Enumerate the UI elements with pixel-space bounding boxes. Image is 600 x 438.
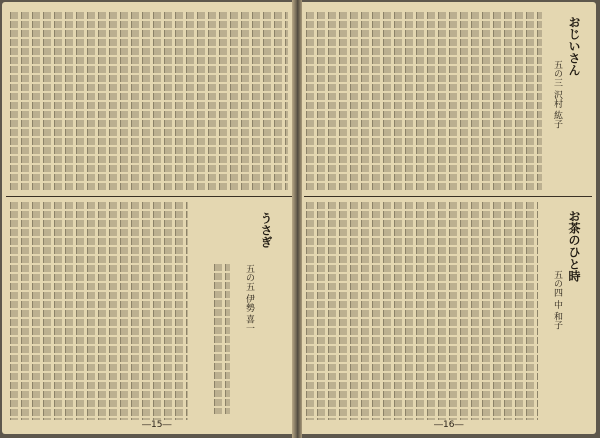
page-number-right: ―16― <box>434 420 464 430</box>
lower-text-block-right <box>306 202 538 420</box>
byline-ojiisan: 五の三 沢村 紘子 <box>552 60 562 129</box>
byline-ochanohitotoki: 五の四 中 和子 <box>552 270 562 330</box>
byline-usagi: 五の五 伊勢 喜一 <box>244 264 254 333</box>
upper-text-block <box>10 12 288 190</box>
lower-text-block <box>10 202 188 420</box>
uzagi-text-block <box>214 264 230 414</box>
right-page <box>300 2 596 434</box>
page-number-left: ―15― <box>142 420 172 430</box>
article-title-ochanohitotoki: お茶のひと時 <box>567 210 581 282</box>
book-gutter <box>292 0 302 438</box>
article-title-ojiisan: おじいさん <box>567 16 581 76</box>
left-page <box>2 2 296 434</box>
upper-text-block-right <box>306 12 542 190</box>
section-rule-right <box>304 196 592 197</box>
article-title-usagi: うさぎ <box>259 212 273 248</box>
section-rule <box>6 196 292 197</box>
